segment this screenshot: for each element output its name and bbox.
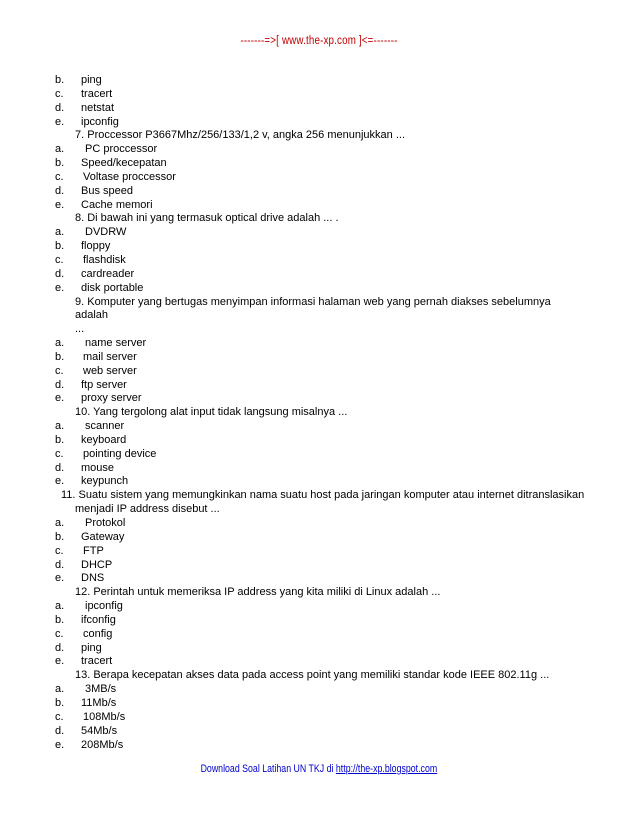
option-item: c. 108Mb/s: [55, 710, 126, 723]
option-item: b. ping: [55, 74, 102, 86]
option-item: b. Gateway: [55, 530, 125, 543]
option-item: d. 54Mb/s: [55, 724, 118, 737]
option-item: c. tracert: [55, 87, 113, 100]
option-item: c. web server: [55, 364, 137, 377]
question-9: 9. Komputer yang bertugas menyimpan informasi halaman web yang pernah diakses sebelumnya adalah ...: [75, 295, 551, 336]
option-item: a. Protokol: [55, 517, 126, 529]
option-item: e. DNS: [55, 572, 105, 585]
option-item: b. Speed/kecepatan: [55, 157, 167, 170]
option-item: e. keypunch: [55, 475, 129, 488]
question-7: 7. Proccessor P3667Mhz/256/133/1,2 v, angka 256 menunjukkan ...: [75, 129, 405, 142]
option-item: c. FTP: [55, 544, 104, 557]
option-item: b. keyboard: [55, 433, 127, 446]
option-item: d. ftp server: [55, 378, 127, 391]
option-item: c. flashdisk: [55, 253, 126, 266]
header-text: -------=>[ www.the-xp.com ]<=-------: [240, 35, 398, 47]
option-item: b. ifconfig: [55, 613, 116, 626]
option-item: a. PC proccessor: [55, 143, 158, 156]
option-item: c. pointing device: [55, 447, 157, 460]
page-footer: [0, 763, 638, 775]
option-item: a. ipconfig: [55, 600, 123, 613]
footer-prefix: Download Soal Latihan UN TKJ di: [200, 763, 337, 775]
option-item: c. Voltase proccessor: [55, 170, 176, 183]
option-item: a. name server: [55, 337, 147, 350]
option-item: e. tracert: [55, 655, 113, 668]
document-body: [55, 74, 585, 752]
option-item: d. Bus speed: [55, 184, 133, 197]
option-item: e. proxy server: [55, 392, 142, 405]
footer-link[interactable]: http://the-xp.blogspot.com: [336, 763, 438, 775]
option-item: a. 3MB/s: [55, 683, 117, 696]
option-item: e. Cache memori: [55, 198, 153, 211]
question-11: 11. Suatu sistem yang memungkinkan nama suatu host pada jaringan komputer atau internet ditranslasikan menjadi IP address disebut ...: [61, 489, 585, 516]
option-item: e. disk portable: [55, 281, 144, 294]
footer-wrap: [201, 763, 438, 775]
question-10: 10. Yang tergolong alat input tidak langsung misalnya ...: [75, 406, 348, 419]
option-item: b. 11Mb/s: [55, 696, 117, 709]
option-item: a. DVDRW: [55, 226, 127, 239]
option-item: d. ping: [55, 641, 102, 654]
option-item: b. floppy: [55, 240, 111, 253]
option-item: d. DHCP: [55, 558, 113, 571]
option-item: c. config: [55, 627, 113, 640]
option-item: b. mail server: [55, 350, 137, 363]
option-item: d. netstat: [55, 101, 115, 114]
option-item: d. cardreader: [55, 267, 135, 280]
question-13: 13. Berapa kecepatan akses data pada access point yang memiliki standar kode IEEE 802.11g ...: [75, 669, 550, 682]
option-item: e. ipconfig: [55, 115, 119, 128]
option-item: d. mouse: [55, 461, 115, 474]
question-8: 8. Di bawah ini yang termasuk optical drive adalah ... .: [75, 212, 339, 225]
option-item: a. scanner: [55, 420, 125, 433]
question-12: 12. Perintah untuk memeriksa IP address yang kita miliki di Linux adalah ...: [75, 586, 441, 599]
page-header: [48, 35, 590, 47]
option-item: e. 208Mb/s: [55, 738, 124, 751]
